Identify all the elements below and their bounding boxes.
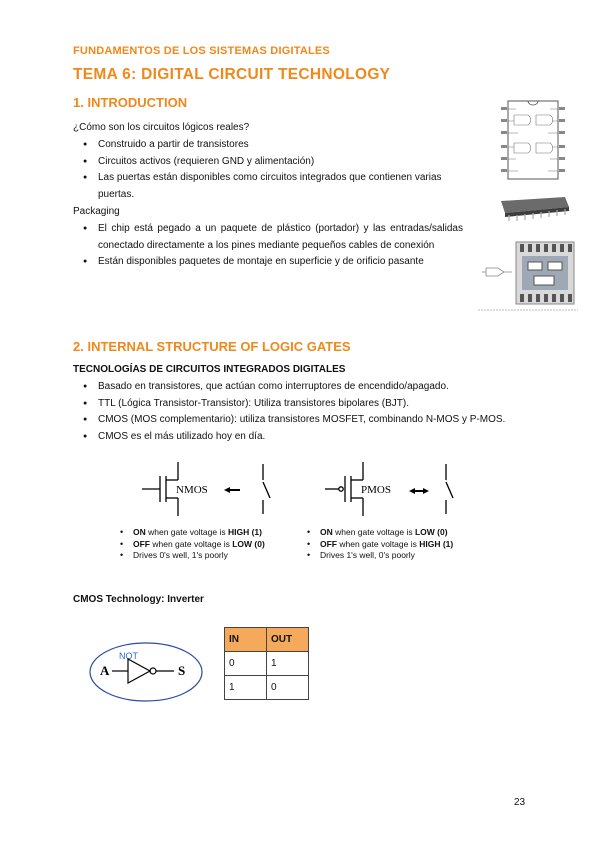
list-item: ● CMOS es el más utilizado hoy en día. [73, 429, 553, 446]
section-heading-introduction: 1. INTRODUCTION [73, 95, 188, 110]
nmos-property-list [118, 527, 265, 562]
nmos-transistor-diagram [140, 458, 280, 520]
packaging-label: Packaging [73, 205, 120, 217]
introduction-body [73, 120, 463, 271]
table-row [225, 652, 309, 676]
not-gate-diagram [88, 640, 206, 704]
list-item: • Drives 0's well, 1's poorly [118, 550, 265, 562]
table-header-row [225, 628, 309, 652]
list-item: ● El chip está pegado a un paquete de plástico (portador) y las entradas/salidas conectado directamente a los pines mediante pequeños cables de conexión [73, 221, 463, 255]
document-title: TEMA 6: DIGITAL CIRCUIT TECHNOLOGY [73, 66, 391, 83]
list-item: ● Basado en transistores, que actúan como interruptores de encendido/apagado. [73, 379, 553, 396]
dip-chip-image [495, 193, 573, 223]
list-item: • OFF when gate voltage is LOW (0) [118, 539, 265, 551]
internal-structure-body [73, 362, 553, 446]
list-item: • ON when gate voltage is HIGH (1) [118, 527, 265, 539]
inverter-heading: CMOS Technology: Inverter [73, 594, 204, 605]
table-cell: 1 [267, 652, 309, 676]
table-cell: 0 [225, 652, 267, 676]
list-item: ● TTL (Lógica Transistor-Transistor): Utiliza transistores bipolares (BJT). [73, 396, 553, 413]
inverter-output-label: S [178, 663, 186, 678]
technologies-subheading: TECNOLOGÍAS DE CIRCUITOS INTEGRADOS DIGITALES [73, 364, 346, 375]
list-item: ● Circuitos activos (requieren GND y alimentación) [73, 154, 463, 171]
ic-pinout-diagram [498, 93, 570, 181]
table-cell: 0 [267, 676, 309, 700]
list-item: ● CMOS (MOS complementario): utiliza transistores MOSFET, combinando N-MOS y P-MOS. [73, 412, 553, 429]
pmos-property-list [305, 527, 453, 562]
document-subject: FUNDAMENTOS DE LOS SISTEMAS DIGITALES [73, 45, 330, 57]
table-header-cell: IN [225, 628, 267, 652]
list-item: • Drives 1's well, 0's poorly [305, 550, 453, 562]
page-number: 23 [514, 797, 526, 808]
packaging-photo [478, 238, 578, 312]
inverter-truth-table [224, 627, 309, 700]
intro-question: ¿Cómo son los circuitos lógicos reales? [73, 122, 250, 133]
section-heading-internal-structure: 2. INTERNAL STRUCTURE OF LOGIC GATES [73, 339, 351, 354]
inverter-input-label: A [100, 663, 110, 678]
technologies-bullet-list [73, 379, 553, 446]
list-item: • OFF when gate voltage is HIGH (1) [305, 539, 453, 551]
list-item: • ON when gate voltage is LOW (0) [305, 527, 453, 539]
list-item: ● Las puertas están disponibles como circuitos integrados que contienen varias puertas. [73, 170, 463, 204]
intro-bullet-list [73, 137, 463, 204]
not-gate-label: NOT [119, 651, 138, 661]
pmos-label: PMOS [361, 484, 391, 496]
table-cell: 1 [225, 676, 267, 700]
table-row [225, 676, 309, 700]
list-item: ● Construido a partir de transistores [73, 137, 463, 154]
list-item: ● Están disponibles paquetes de montaje en superficie y de orificio pasante [73, 254, 463, 271]
table-header-cell: OUT [267, 628, 309, 652]
packaging-bullet-list [73, 221, 463, 271]
pmos-transistor-diagram [323, 458, 463, 520]
nmos-label: NMOS [176, 484, 208, 496]
